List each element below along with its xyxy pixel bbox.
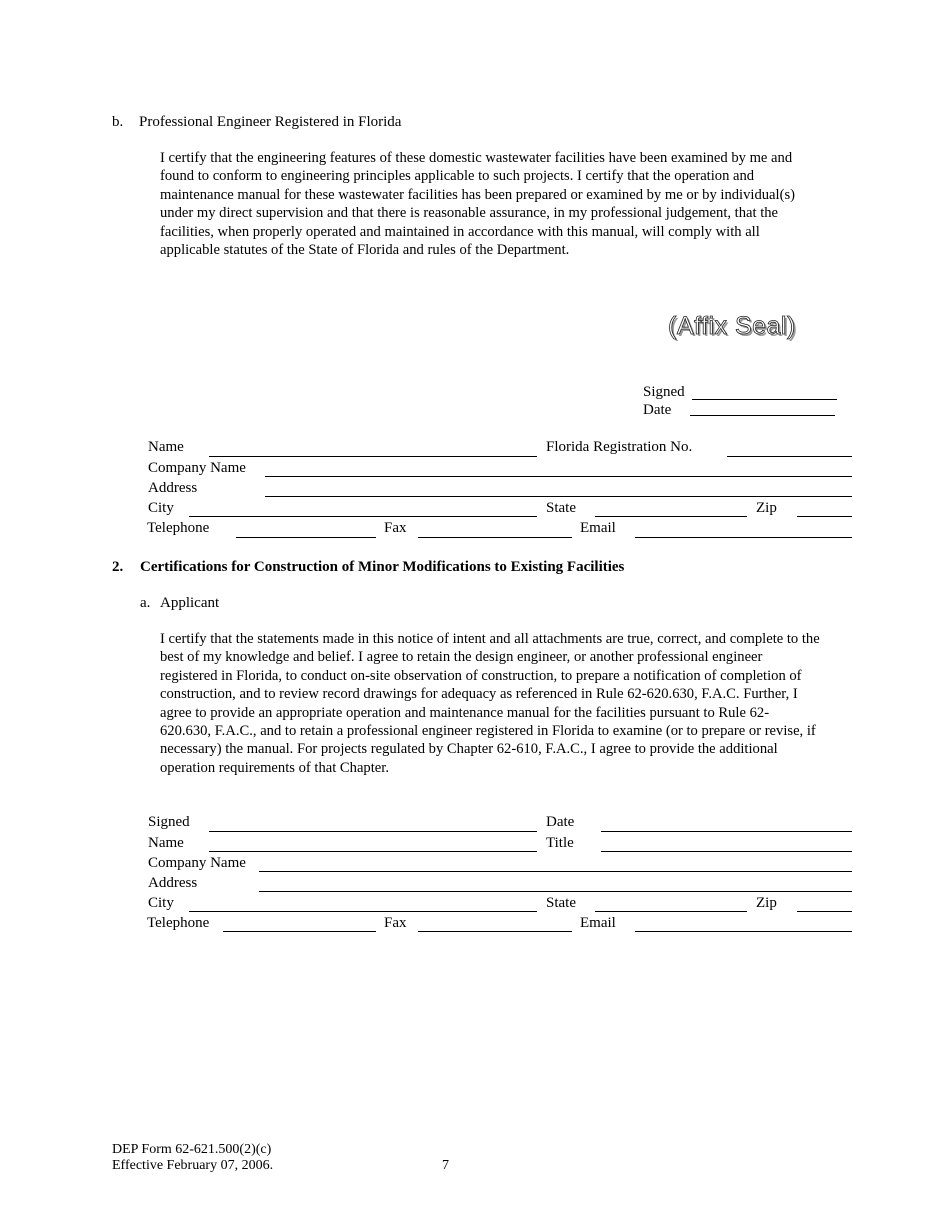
pe-fax-field[interactable] [418, 537, 572, 538]
applicant-fax-field[interactable] [418, 931, 572, 932]
applicant-signed-field[interactable] [209, 831, 537, 832]
footer-page-number: 7 [442, 1158, 449, 1173]
applicant-city-label: City [148, 895, 174, 911]
pe-registration-label: Florida Registration No. [546, 439, 693, 455]
pe-registration-field[interactable] [727, 456, 852, 457]
section-2a-title: Applicant [160, 595, 220, 611]
applicant-title-label: Title [546, 835, 574, 851]
pe-zip-field[interactable] [797, 516, 852, 517]
applicant-name-field[interactable] [209, 851, 537, 852]
applicant-name-label: Name [148, 835, 184, 851]
pe-city-label: City [148, 500, 174, 516]
pe-email-label: Email [580, 520, 616, 536]
paragraph-line: best of my knowledge and belief. I agree to retain the design engineer, or another professional engineer [160, 649, 763, 666]
paragraph-line: found to conform to engineering principles applicable to such projects. I certify that the operation and [160, 168, 755, 185]
section-2a-marker: a. [140, 595, 151, 611]
pe-state-field[interactable] [595, 516, 747, 517]
pe-telephone-field[interactable] [236, 537, 376, 538]
applicant-fax-label: Fax [384, 915, 407, 931]
footer-form-number: DEP Form 62-621.500(2)(c) [112, 1142, 272, 1157]
applicant-telephone-label: Telephone [147, 915, 210, 931]
paragraph-line: applicable statutes of the State of Florida and rules of the Department. [160, 241, 570, 258]
pe-zip-label: Zip [756, 500, 777, 516]
pe-company-field[interactable] [265, 476, 852, 477]
applicant-email-field[interactable] [635, 931, 852, 932]
section-b-marker: b. [112, 114, 124, 130]
paragraph-line: maintenance manual for these wastewater facilities has been prepared or examined by me or by individual(s) [160, 186, 795, 203]
affix-seal-placeholder: (Affix Seal) [668, 312, 796, 340]
paragraph-line: agree to provide an appropriate operation and maintenance manual for the facilities pursuant to Rule 62- [160, 704, 770, 721]
pe-state-label: State [546, 500, 576, 516]
footer-effective-date: Effective February 07, 2006. [112, 1158, 274, 1173]
pe-date-field[interactable] [690, 415, 835, 416]
applicant-telephone-field[interactable] [223, 931, 376, 932]
applicant-state-field[interactable] [595, 911, 747, 912]
pe-telephone-label: Telephone [147, 520, 210, 536]
pe-company-label: Company Name [148, 460, 246, 476]
paragraph-line: under my direct supervision and that there is reasonable assurance, in my professional judgement, that the [160, 205, 779, 222]
pe-signed-field[interactable] [692, 399, 837, 400]
applicant-date-label: Date [546, 814, 575, 830]
applicant-date-field[interactable] [601, 831, 852, 832]
section-b-title: Professional Engineer Registered in Florida [139, 114, 402, 130]
paragraph-line: construction, and to review record drawings for adequacy as referenced in Rule 62-620.630, F.A.C. Further, I [160, 686, 798, 703]
pe-date-label: Date [643, 402, 672, 418]
applicant-company-label: Company Name [148, 855, 246, 871]
applicant-address-label: Address [148, 875, 198, 891]
pe-name-label: Name [148, 439, 184, 455]
pe-address-label: Address [148, 480, 198, 496]
applicant-city-field[interactable] [189, 911, 537, 912]
applicant-address-field[interactable] [259, 891, 852, 892]
pe-name-field[interactable] [209, 456, 537, 457]
applicant-zip-label: Zip [756, 895, 777, 911]
paragraph-line: registered in Florida, to conduct on-site observation of construction, to prepare a notification of completion of [160, 667, 802, 684]
applicant-company-field[interactable] [259, 871, 852, 872]
applicant-email-label: Email [580, 915, 616, 931]
pe-fax-label: Fax [384, 520, 407, 536]
pe-city-field[interactable] [189, 516, 537, 517]
paragraph-line: I certify that the statements made in this notice of intent and all attachments are true, correct, and complete to the [160, 631, 820, 647]
paragraph-line: necessary) the manual. For projects regulated by Chapter 62-610, F.A.C., I agree to provide the additional [160, 741, 778, 758]
section-2-title: Certifications for Construction of Minor Modifications to Existing Facilities [140, 559, 625, 575]
pe-signed-label: Signed [643, 384, 685, 400]
section-2a-paragraph [160, 630, 850, 777]
pe-email-field[interactable] [635, 537, 852, 538]
section-b-paragraph [160, 149, 850, 259]
applicant-state-label: State [546, 895, 576, 911]
paragraph-line: operation requirements of that Chapter. [160, 759, 389, 776]
applicant-title-field[interactable] [601, 851, 852, 852]
applicant-signed-label: Signed [148, 814, 190, 830]
applicant-zip-field[interactable] [797, 911, 852, 912]
paragraph-line: 620.630, F.A.C., and to retain a professional engineer registered in Florida to examine (or to prepare or revise, if [160, 722, 816, 739]
section-2-number: 2. [112, 559, 124, 575]
paragraph-line: facilities, when properly operated and maintained in accordance with this manual, will comply with all [160, 223, 760, 240]
paragraph-line: I certify that the engineering features of these domestic wastewater facilities have been examined by me and [160, 150, 793, 166]
pe-address-field[interactable] [265, 496, 852, 497]
